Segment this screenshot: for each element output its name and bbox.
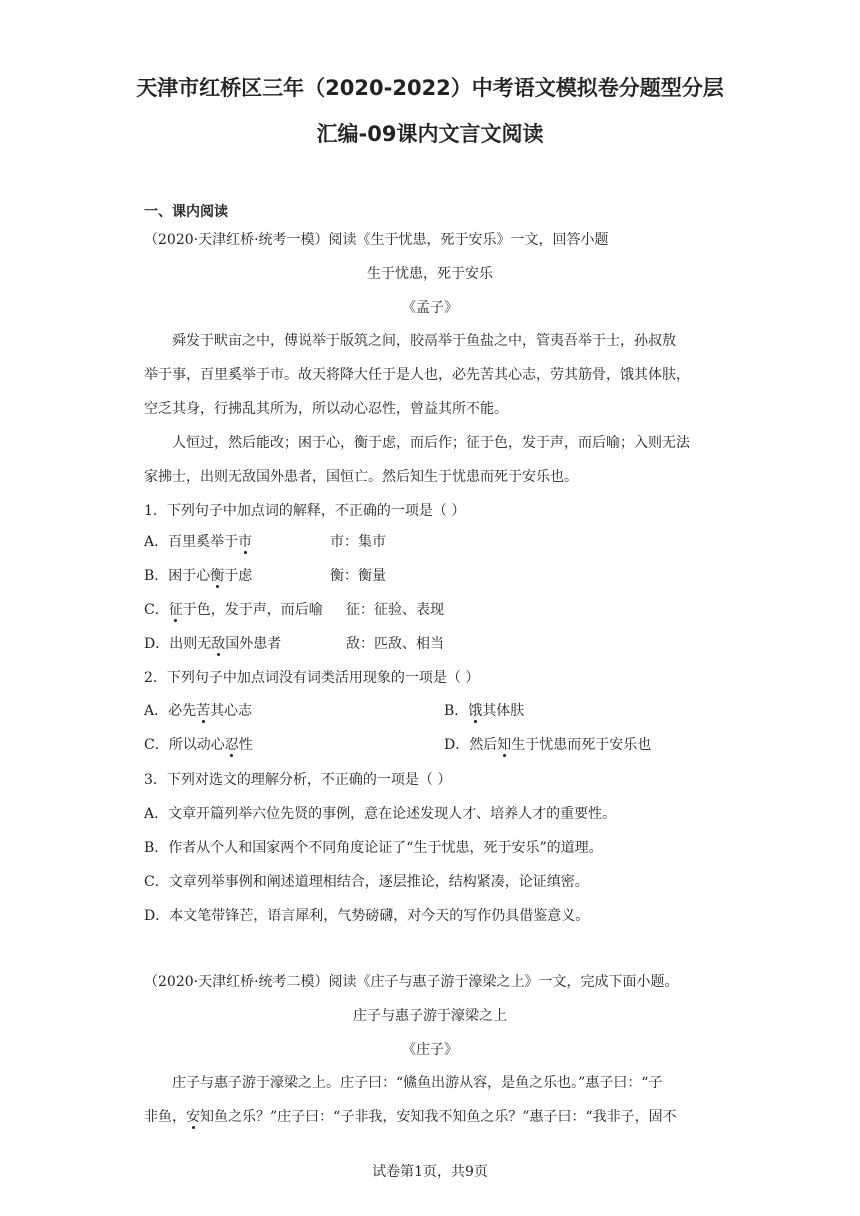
passage2-dotted-word: 安 (186, 1109, 200, 1125)
passage1-title: 生于忧患，死于安乐 (367, 266, 493, 282)
q3-option-a[interactable]: A．文章开篇列举六位先贤的事例，意在论述发现人才、培养人才的重要性。 (144, 806, 617, 822)
q2-c-dotted-word: 忍 (224, 737, 239, 753)
q1-a-text: A．百里奚举于 (144, 534, 239, 550)
section-heading: 一、课内阅读 (144, 204, 228, 220)
q1-option-a[interactable] (144, 532, 252, 552)
q2-b-dotted-word: 饿 (468, 703, 483, 719)
passage1-author: 《孟子》 (402, 300, 458, 316)
passage1-p1-line1: 舜发于畎亩之中，傅说举于版筑之间，胶鬲举于鱼盐之中，管夷吾举于士，孙叔敖 (172, 333, 676, 349)
q2-option-d[interactable]: D．然后知生于忧患而死于安乐也 (444, 737, 652, 753)
q3-option-b[interactable]: B．作者从个人和国家两个不同角度论证了“生于忧患，死于安乐”的道理。 (144, 840, 603, 856)
q1-c-dotted-word: 征 (168, 602, 183, 618)
q1-option-b[interactable]: B．困于心衡于虑 (144, 568, 253, 584)
q2-option-b[interactable]: B．饿其体肤 (444, 703, 525, 719)
q2-d-dotted-word: 知 (497, 737, 512, 753)
q1-d-explanation: 敌：匹敌、相当 (346, 636, 444, 652)
section2-intro: （2020·天津红桥·统考二模）阅读《庄子与惠子游于濠梁之上》一文，完成下面小题。 (144, 974, 679, 990)
q2-stem: 2．下列句子中加点词没有词类活用现象的一项是（ ） (144, 670, 480, 686)
passage2-author: 《庄子》 (402, 1042, 458, 1058)
q1-a-explanation: 市：集市 (330, 534, 386, 550)
q1-b-explanation: 衡：衡量 (330, 568, 386, 584)
passage1-p1-line2: 举于事，百里奚举于市。故天将降大任于是人也，必先苦其心志，劳其筋骨，饿其体肤， (144, 367, 690, 383)
q1-option-d[interactable]: D．出则无敌国外患者 (144, 636, 282, 652)
passage1-p2-line1: 人恒过，然后能改；困于心，衡于虑，而后作；征于色，发于声，而后喻；入则无法 (172, 435, 690, 451)
document-title-line2: 汇编-09课内文言文阅读 (316, 122, 544, 146)
q1-d-dotted-word: 敌 (211, 636, 226, 652)
q1-b-dotted-word: 衡 (210, 568, 225, 584)
page-footer: 试卷第1页，共9页 (372, 1164, 488, 1180)
q2-option-a[interactable]: A．必先苦其心志 (144, 703, 253, 719)
q1-stem: 1．下列句子中加点词的解释，不正确的一项是（ ） (144, 503, 466, 519)
document-title-line1: 天津市红桥区三年（2020-2022）中考语文模拟卷分题型分层 (136, 76, 724, 100)
q3-stem: 3．下列对选文的理解分析，不正确的一项是（ ） (144, 772, 452, 788)
q3-option-c[interactable]: C．文章列举事例和阐述道理相结合，逐层推论，结构紧凑，论证缜密。 (144, 874, 589, 890)
passage1-p2-line2: 家拂士，出则无敌国外患者，国恒亡。然后知生于忧患而死于安乐也。 (144, 469, 578, 485)
q1-a-dotted-word: 市 (238, 534, 253, 550)
section1-intro: （2020·天津红桥·统考一模）阅读《生于忧患，死于安乐》一文，回答小题 (144, 232, 609, 248)
passage1-p1-line3: 空乏其身，行拂乱其所为，所以动心忍性，曾益其所不能。 (144, 401, 508, 417)
q3-option-d[interactable]: D．本文笔带锋芒，语言犀利，气势磅礴，对今天的写作仍具借鉴意义。 (144, 908, 590, 924)
passage2-title: 庄子与惠子游于濠梁之上 (353, 1008, 507, 1024)
passage2-line1: 庄子与惠子游于濠梁之上。庄子曰：“鯈鱼出游从容，是鱼之乐也。”惠子曰：“子 (172, 1075, 663, 1091)
passage2-line2: 非鱼，安知鱼之乐？”庄子曰：“子非我，安知我不知鱼之乐？”惠子曰：“我非子，固不 (144, 1109, 677, 1125)
q2-a-dotted-word: 苦 (196, 703, 211, 719)
q2-option-c[interactable]: C．所以动心忍性 (144, 737, 253, 753)
q1-option-c[interactable]: C．征于色，发于声，而后喻 (144, 602, 323, 618)
q1-c-explanation: 征：征验、表现 (346, 602, 444, 618)
